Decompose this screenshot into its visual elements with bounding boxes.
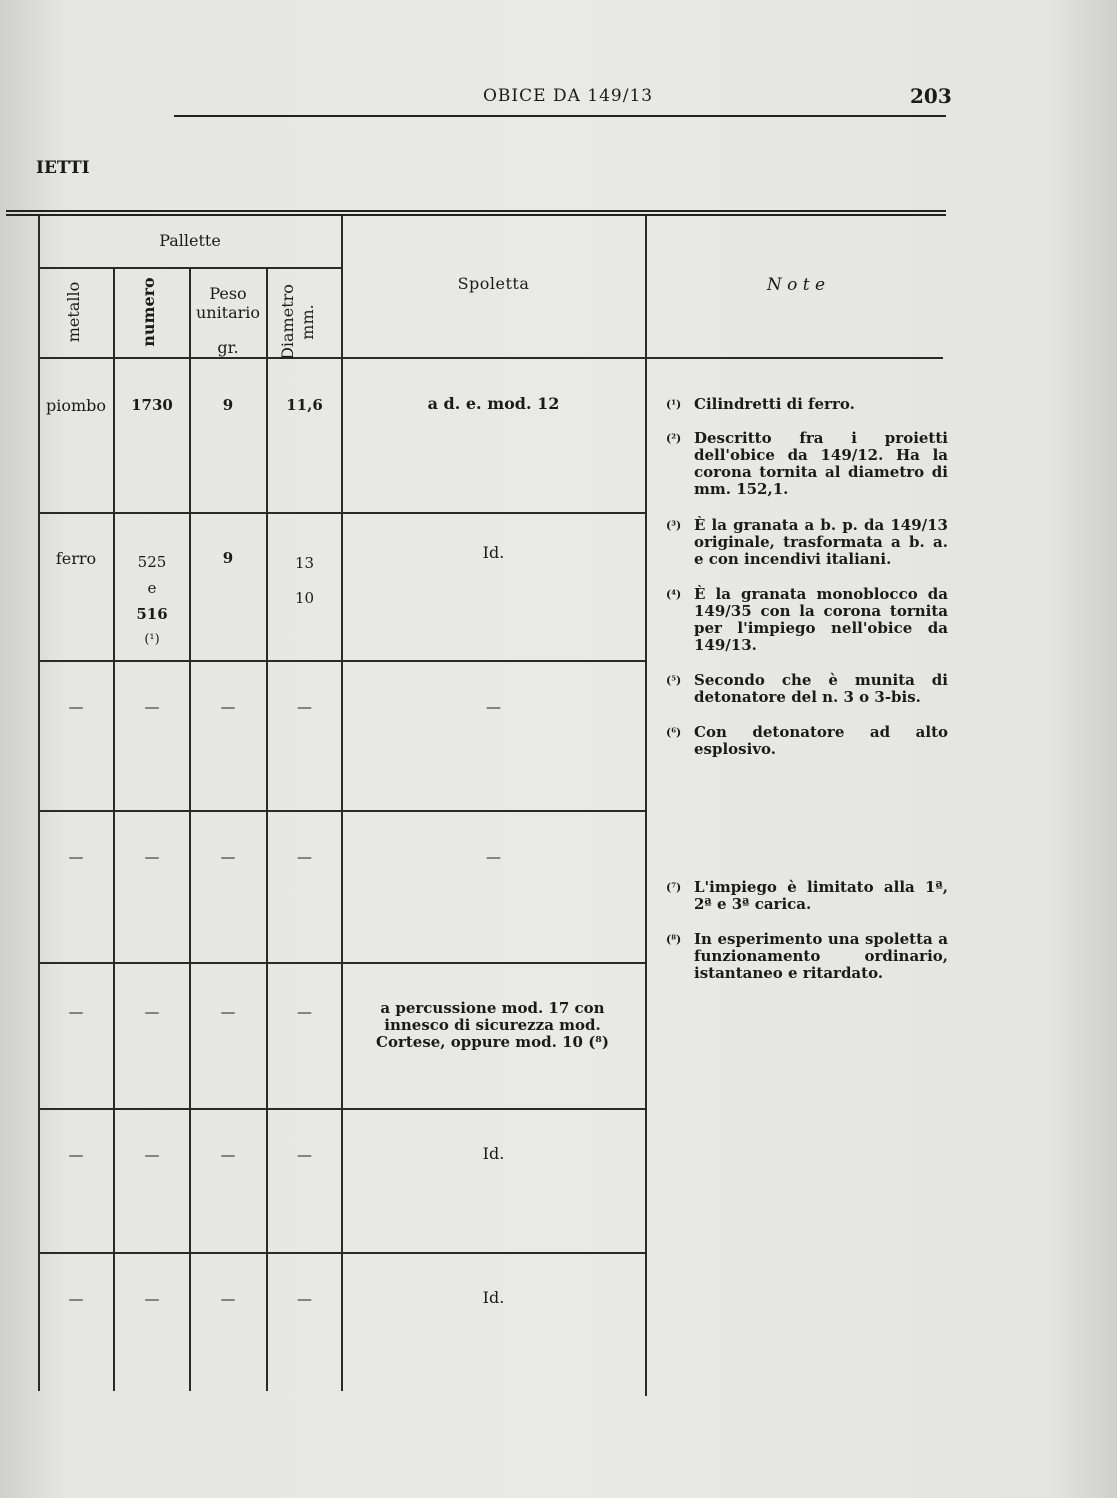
cell-metallo: — — [68, 848, 84, 866]
cell-spoletta: — — [486, 698, 501, 716]
footnote-8: (⁸) In esperimento una spoletta a funzionamento ordinario, istantaneo e ritardato. — [666, 930, 948, 982]
cell-numero: — — [144, 698, 160, 716]
col-header-metallo: metallo — [64, 281, 83, 343]
row-rule — [38, 1252, 645, 1254]
row-rule — [38, 810, 645, 812]
cell-spoletta: Id. — [482, 1144, 505, 1163]
cell-metallo: — — [68, 698, 84, 716]
row-rule — [38, 512, 645, 514]
cell-peso: 9 — [222, 396, 234, 414]
page-number: 203 — [910, 84, 952, 108]
cell-numero: — — [144, 1003, 160, 1021]
cell-spoletta: — — [486, 848, 501, 866]
pallette-group-header: Pallette — [159, 231, 221, 250]
footnote-3: (³) È la granata a b. p. da 149/13 originale, trasformata a b. a. e con incendivi italiani. — [666, 516, 948, 568]
cell-diametro: — — [297, 848, 312, 866]
cell-metallo: — — [68, 1146, 84, 1164]
footnote-5: (⁵) Secondo che è munita di detonatore del n. 3 o 3-bis. — [666, 671, 948, 706]
col-header-peso: Peso unitario gr. — [195, 284, 261, 357]
cell-peso: — — [220, 1003, 236, 1021]
col-line — [341, 216, 343, 1391]
cell-diametro: — — [297, 1003, 312, 1021]
cell-metallo: ferro — [55, 549, 97, 568]
col-header-diametro: Diametro mm. — [278, 284, 317, 360]
row-rule — [38, 962, 645, 964]
footnote-6: (⁶) Con detonatore ad alto esplosivo. — [666, 723, 948, 758]
footnote-7: (⁷) L'impiego è limitato alla 1ª, 2ª e 3ª carica. — [666, 878, 948, 913]
cell-diametro: 13 10 — [294, 554, 315, 607]
cell-peso: — — [220, 848, 236, 866]
cell-spoletta: a d. e. mod. 12 — [427, 394, 560, 413]
row-rule — [38, 660, 645, 662]
cell-peso: 9 — [222, 549, 234, 567]
section-fragment: IETTI — [36, 158, 90, 178]
col-line — [113, 268, 115, 1391]
col-line — [38, 216, 40, 1391]
cell-diametro: 11,6 — [286, 396, 323, 414]
col-line — [266, 268, 268, 1391]
cell-metallo: — — [68, 1290, 84, 1308]
cell-numero: — — [144, 1146, 160, 1164]
cell-peso: — — [220, 698, 236, 716]
col-line — [189, 268, 191, 1391]
running-title: OBICE DA 149/13 — [483, 86, 654, 106]
col-header-numero: numero — [139, 277, 158, 347]
footnote-4: (⁴) È la granata monoblocco da 149/35 con la corona tornita per l'impiego nell'obice da 149/13. — [666, 585, 948, 654]
cell-numero: 1730 — [131, 396, 173, 414]
col-header-spoletta: Spoletta — [457, 274, 530, 293]
cell-peso: — — [220, 1146, 236, 1164]
cell-spoletta: a percussione mod. 17 con innesco di sicurezza mod. Cortese, oppure mod. 10 (⁸) — [376, 999, 609, 1051]
cell-metallo: piombo — [45, 396, 107, 415]
cell-diametro: — — [297, 1146, 312, 1164]
header-rule — [174, 115, 946, 117]
cell-diametro: — — [297, 698, 312, 716]
cell-numero: 525 e 516 (¹) — [136, 553, 168, 647]
header-bottom-rule — [38, 357, 943, 359]
cell-peso: — — [220, 1290, 236, 1308]
cell-spoletta: Id. — [482, 1288, 505, 1307]
col-header-note: N o t e — [766, 275, 826, 295]
table-top-rule — [6, 210, 946, 212]
col-line — [645, 216, 647, 1396]
row-rule — [38, 1108, 645, 1110]
footnote-2: (²) Descritto fra i proietti dell'obice da 149/12. Ha la corona tornita al diametro di mm. 152,1. — [666, 429, 948, 498]
cell-spoletta: Id. — [482, 543, 505, 562]
footnote-1: (¹) Cilindretti di ferro. — [666, 395, 855, 413]
table-top-rule-2 — [6, 214, 946, 216]
cell-numero: — — [144, 1290, 160, 1308]
cell-metallo: — — [68, 1003, 84, 1021]
cell-numero: — — [144, 848, 160, 866]
cell-diametro: — — [297, 1290, 312, 1308]
